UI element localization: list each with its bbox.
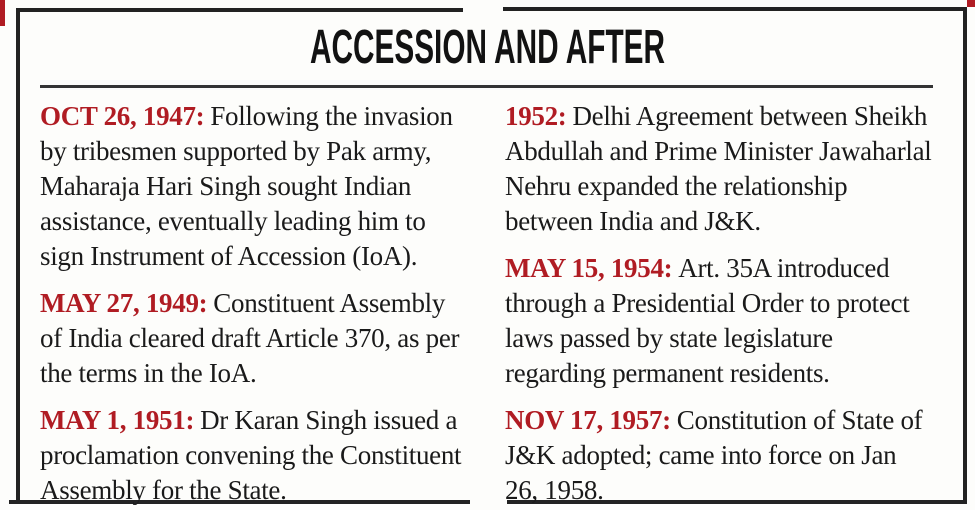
entry-date: OCT 26, 1947: — [40, 101, 205, 131]
red-accent-bar-top-left — [0, 0, 5, 26]
entry-date: MAY 27, 1949: — [40, 288, 208, 318]
title-underline-rule — [40, 85, 933, 88]
page-title: ACCESSION AND AFTER — [310, 21, 665, 74]
red-accent-bar-top-right — [967, 0, 975, 7]
entry-text: Art. 35A introduced through a Presidential Order to protect laws passed by state legislature regarding permanent residents. — [505, 253, 910, 388]
entry-text: Dr Karan Singh issued a proclamation convening the Constituent Assembly for the State. — [40, 405, 462, 505]
entry-date: NOV 17, 1957: — [505, 405, 671, 435]
entry-text: Following the invasion by tribesmen supported by Pak army, Maharaja Hari Singh sought Indian assistance, eventually leading him to sign Instrument of Accession (IoA). — [40, 101, 453, 271]
frame-border-right — [963, 8, 967, 503]
timeline-column-left — [40, 99, 464, 510]
entry-text: Constitution of State of J&K adopted; came into force on Jan 26, 1958. — [505, 405, 923, 505]
entry-date: MAY 15, 1954: — [505, 253, 673, 283]
timeline-entry-1952 — [505, 99, 935, 239]
entry-text: Constituent Assembly of India cleared draft Article 370, as per the terms in the IoA. — [40, 288, 460, 388]
frame-border-top-right-seg — [503, 7, 967, 11]
entry-date: 1952: — [505, 101, 567, 131]
entry-text: Delhi Agreement between Sheikh Abdullah and Prime Minister Jawaharlal Nehru expanded the relationship between India and J&K. — [505, 101, 932, 236]
timeline-entry-1957 — [505, 403, 935, 508]
timeline-entry-1954 — [505, 251, 935, 391]
frame-border-left — [16, 8, 20, 503]
timeline-entry-1951 — [40, 403, 464, 508]
timeline-entry-1949 — [40, 286, 464, 391]
timeline-entry-1947 — [40, 99, 464, 274]
timeline-column-right — [505, 99, 935, 510]
entry-date: MAY 1, 1951: — [40, 405, 195, 435]
frame-border-top-left-seg — [16, 8, 463, 12]
